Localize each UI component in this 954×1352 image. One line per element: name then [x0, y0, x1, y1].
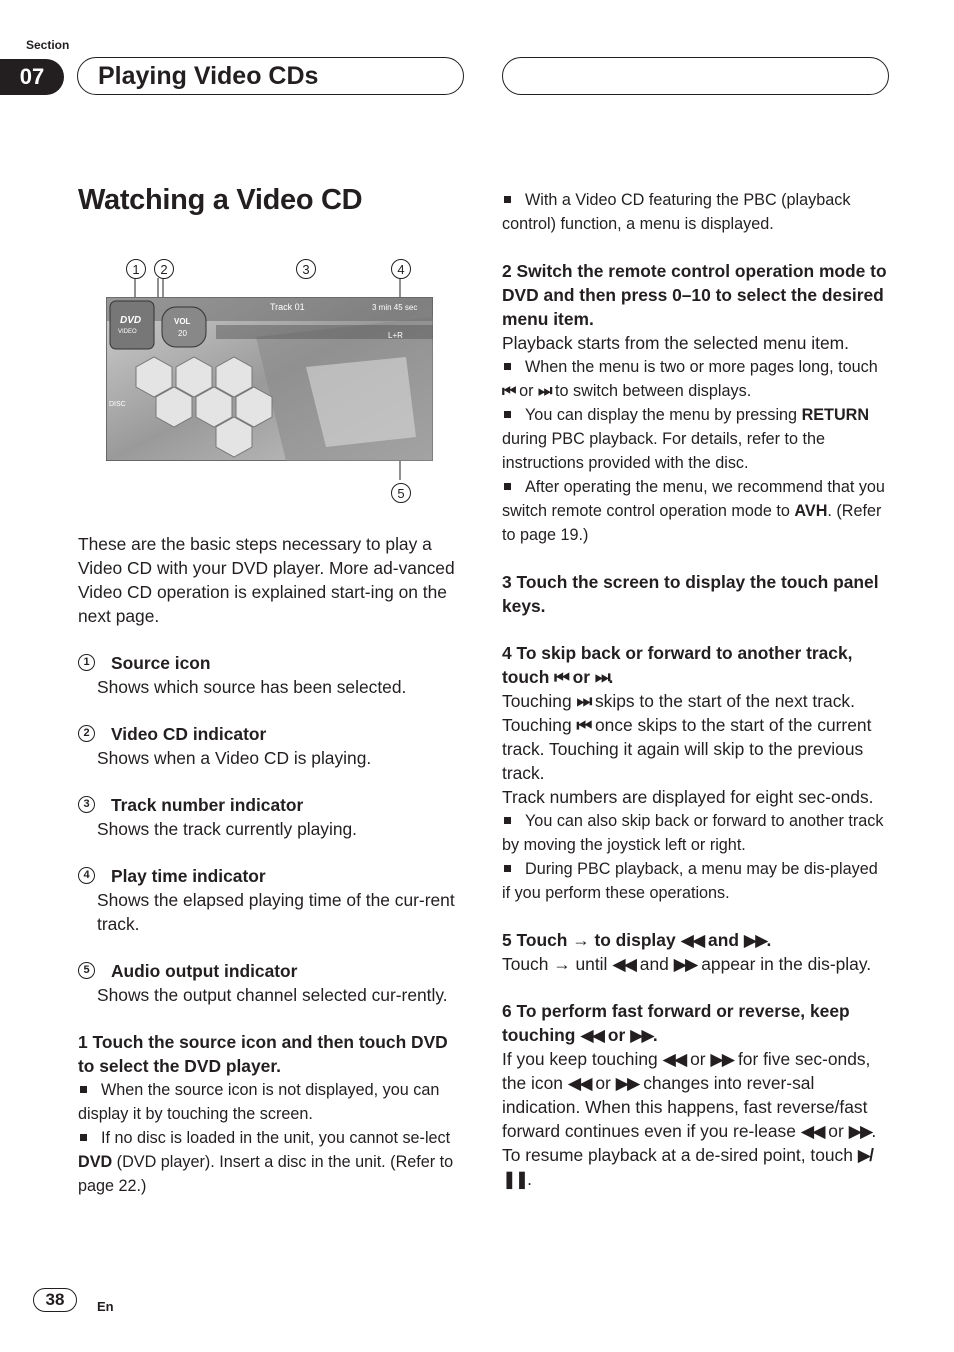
- language-code: En: [97, 1299, 114, 1314]
- arrow-icon: →: [553, 954, 571, 974]
- screen-track-indicator: Track 01: [270, 302, 305, 312]
- step-4-body-2: Track numbers are displayed for eight sec-onds.: [502, 787, 874, 807]
- callout-1: 1: [126, 259, 146, 279]
- step-4-body: Touching ⏭ skips to the start of the next track. Touching ⏮ once skips to the start of the current track. Touching it again will skip to the previous track.: [502, 691, 872, 783]
- step-2-body: Playback starts from the selected menu item.: [502, 333, 849, 353]
- screen-source-icon[interactable]: DVD: [120, 315, 142, 326]
- step-2-note-2: You can display the menu by pressing RETURN during PBC playback. For details, refer to the instructions provided with the disc.: [502, 406, 870, 472]
- rewind-icon: ◀◀: [580, 1025, 603, 1045]
- item-track-number-indicator: 3 Track number indicator Shows the track currently playing.: [78, 793, 458, 841]
- left-column: [78, 532, 458, 1198]
- fast-forward-icon: ▶▶: [710, 1049, 734, 1069]
- item-source-icon: 1 Source icon Shows which source has been selected.: [78, 651, 458, 699]
- step-4-heading: 4 To skip back or forward to another track, touch ⏮ or ⏭.: [502, 643, 853, 687]
- item-video-cd-indicator: 2 Video CD indicator Shows when a Video CD is playing.: [78, 722, 458, 770]
- screen-vol-value: 20: [178, 329, 187, 338]
- step-5-heading: 5 Touch → to display ◀◀ and ▶▶.: [502, 930, 772, 950]
- step-3-heading: 3 Touch the screen to display the touch panel keys.: [502, 572, 879, 616]
- rewind-icon: ◀◀: [662, 1049, 686, 1069]
- item-audio-output-indicator: 5 Audio output indicator Shows the output channel selected cur-rently.: [78, 959, 458, 1007]
- bullet-square-icon: [504, 817, 511, 824]
- step-4-note-2: During PBC playback, a menu may be dis-played if you perform these operations.: [502, 860, 878, 902]
- header-title: Playing Video CDs: [98, 62, 319, 90]
- rewind-icon: ◀◀: [800, 1121, 824, 1141]
- next-track-icon: ⏭: [576, 691, 591, 711]
- step-6-heading: 6 To perform fast forward or reverse, keep touching ◀◀ or ▶▶.: [502, 1001, 850, 1045]
- callout-3: 3: [296, 259, 316, 279]
- screen-graphic: [106, 297, 433, 461]
- play-pause-icon: ▶/❚❚: [502, 1145, 872, 1189]
- previous-track-icon: ⏮: [576, 715, 591, 735]
- step-2-heading: 2 Switch the remote control operation mode to DVD and then press 0–10 to select the desired menu item.: [502, 261, 887, 329]
- header-title-box: [77, 57, 464, 95]
- screen-audio-output: L+R: [388, 331, 403, 340]
- step-6-body: If you keep touching ◀◀ or ▶▶ for five sec-onds, the icon ◀◀ or ▶▶ changes into rever-sal indication. When this happens, fast reverse/fast forward continues even if you re-lease ◀◀ or ▶▶. To resume playback at a de-sired point, touch ▶/❚❚.: [502, 1049, 877, 1189]
- fast-forward-icon: ▶▶: [743, 930, 767, 950]
- screen-play-time: 3 min 45 sec: [372, 303, 418, 312]
- bullet-square-icon: [80, 1086, 87, 1093]
- step-1-heading: 1 Touch the source icon and then touch DVD to select the DVD player.: [78, 1032, 448, 1076]
- step-1-note-1: When the source icon is not displayed, you can display it by touching the screen.: [78, 1081, 440, 1123]
- arrow-icon: →: [572, 930, 590, 950]
- screen-disc-label: DISC: [109, 401, 126, 408]
- rewind-icon: ◀◀: [680, 930, 704, 950]
- previous-track-icon: ⏮: [554, 667, 568, 687]
- next-track-icon: ⏭: [594, 667, 609, 687]
- page-title: Watching a Video CD: [78, 184, 363, 216]
- intro-text: These are the basic steps necessary to play a Video CD with your DVD player. More ad-vanced Video CD operation is explained start-ing on the next page.: [78, 534, 455, 626]
- step-2-note-3: After operating the menu, we recommend that you switch remote control operation mode to AVH. (Refer to page 19.): [502, 478, 885, 544]
- callout-4: 4: [391, 259, 411, 279]
- pbc-note: With a Video CD featuring the PBC (playback control) function, a menu is displayed.: [502, 191, 851, 233]
- fast-forward-icon: ▶▶: [615, 1073, 639, 1093]
- screen-vcd-indicator: VIDEO: [118, 329, 137, 335]
- section-number-badge: 07: [0, 59, 64, 95]
- section-label: Section: [26, 38, 70, 52]
- bullet-square-icon: [504, 363, 511, 370]
- fast-forward-icon: ▶▶: [673, 954, 697, 974]
- bullet-square-icon: [504, 865, 511, 872]
- screen-vol-label: VOL: [174, 317, 191, 326]
- screen-illustration: [106, 297, 433, 461]
- step-2-note-1: When the menu is two or more pages long, touch ⏮ or ⏭ to switch between displays.: [502, 358, 878, 400]
- rewind-icon: ◀◀: [567, 1073, 591, 1093]
- item-play-time-indicator: 4 Play time indicator Shows the elapsed playing time of the cur-rent track.: [78, 864, 458, 936]
- callout-2: 2: [154, 259, 174, 279]
- page-number: 38: [33, 1288, 77, 1312]
- callout-5: 5: [391, 483, 411, 503]
- step-4-note-1: You can also skip back or forward to another track by moving the joystick left or right.: [502, 812, 884, 854]
- next-track-icon: ⏭: [537, 382, 551, 400]
- step-5-body: Touch → until ◀◀ and ▶▶ appear in the dis-play.: [502, 954, 872, 974]
- fast-forward-icon: ▶▶: [848, 1121, 872, 1141]
- bullet-square-icon: [504, 411, 511, 418]
- bullet-square-icon: [80, 1134, 87, 1141]
- fast-forward-icon: ▶▶: [630, 1025, 653, 1045]
- step-1-note-2: If no disc is loaded in the unit, you cannot se-lect DVD (DVD player). Insert a disc in the unit. (Refer to page 22.): [78, 1129, 454, 1195]
- right-column: [502, 188, 890, 1191]
- bullet-square-icon: [504, 483, 511, 490]
- bullet-square-icon: [504, 196, 511, 203]
- previous-track-icon: ⏮: [502, 382, 515, 400]
- rewind-icon: ◀◀: [612, 954, 635, 974]
- header-right-box: [502, 57, 889, 95]
